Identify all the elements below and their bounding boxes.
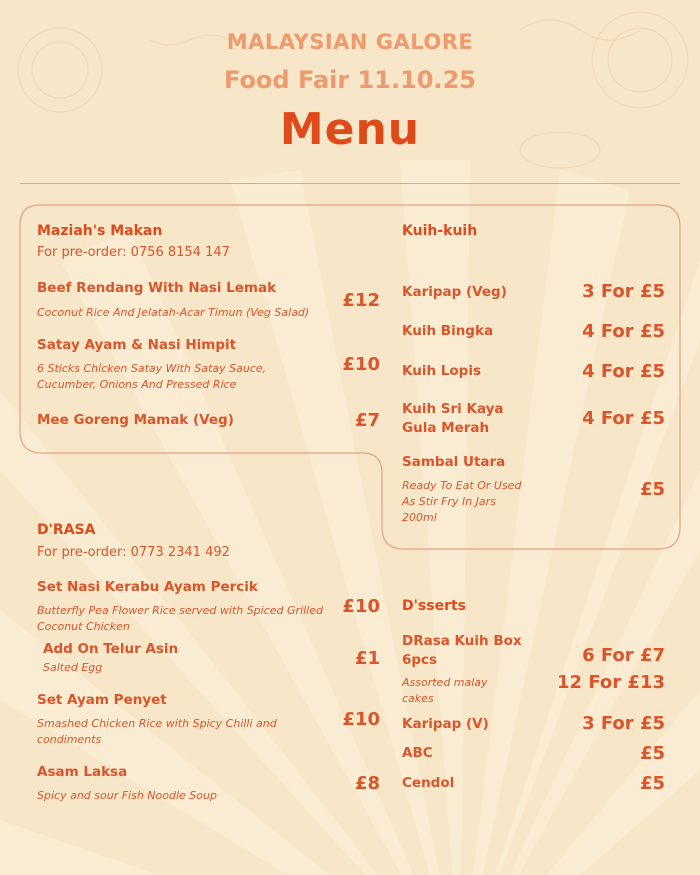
item-beef-rendang: Beef Rendang With Nasi Lemak <box>37 280 277 296</box>
item-ayam-penyet: Set Ayam Penyet <box>37 692 167 708</box>
item-cendol: Cendol <box>402 775 455 791</box>
item-sambal-utara-desc-1: Ready To Eat Or Used <box>402 479 522 492</box>
item-telur-asin: Add On Telur Asin <box>43 641 179 657</box>
item-karipap-v: Karipap (V) <box>402 716 489 732</box>
item-sambal-utara: Sambal Utara <box>402 454 506 470</box>
item-kuih-bingka: Kuih Bingka <box>402 323 494 339</box>
item-beef-rendang-desc: Coconut Rice And Jelatah-Acar Timun (Veg Salad) <box>37 306 310 319</box>
item-sambal-utara-desc-3: 200ml <box>402 511 437 524</box>
item-kuih-box: DRasa Kuih Box <box>402 633 522 649</box>
item-kuih-box-desc-1: Assorted malay <box>402 676 488 689</box>
section-title-maziahs-makan: Maziah's Makan <box>37 223 163 239</box>
item-kuih-box-desc-2: cakes <box>402 692 434 705</box>
item-nasi-kerabu: Set Nasi Kerabu Ayam Percik <box>37 579 258 595</box>
item-nasi-kerabu-price: £10 <box>342 596 380 617</box>
item-ayam-penyet-desc-2: condiments <box>37 733 102 746</box>
item-kuih-lopis-price: 4 For £5 <box>582 361 665 382</box>
item-sambal-utara-price: £5 <box>639 479 665 500</box>
item-telur-asin-price: £1 <box>354 648 380 669</box>
item-sambal-utara-desc-2: As Stir Fry In Jars <box>402 495 496 508</box>
item-karipap-v-price: 3 For £5 <box>582 713 665 734</box>
item-mee-goreng: Mee Goreng Mamak (Veg) <box>37 412 234 428</box>
item-kuih-box-line-2: 6pcs <box>402 652 438 668</box>
item-kuih-lopis: Kuih Lopis <box>402 363 481 379</box>
preorder-phone-maziah: For pre-order: 0756 8154 147 <box>37 245 230 260</box>
item-satay-ayam-desc-2: Cucumber, Onions And Pressed Rice <box>37 378 237 391</box>
item-abc-price: £5 <box>639 743 665 764</box>
item-kuih-box-price-2: 12 For £13 <box>557 672 665 693</box>
item-beef-rendang-price: £12 <box>342 290 380 311</box>
item-ayam-penyet-price: £10 <box>342 709 380 730</box>
item-kuih-bingka-price: 4 For £5 <box>582 321 665 342</box>
item-nasi-kerabu-desc-2: Coconut Chicken <box>37 620 130 633</box>
item-asam-laksa-price: £8 <box>354 773 380 794</box>
section-title-kuih-kuih: Kuih-kuih <box>402 223 478 239</box>
item-satay-ayam-price: £10 <box>342 354 380 375</box>
item-nasi-kerabu-desc-1: Butterfly Pea Flower Rice served with Spiced Grilled <box>37 604 323 617</box>
item-kuih-sri-kaya-price: 4 For £5 <box>582 408 665 429</box>
item-satay-ayam: Satay Ayam & Nasi Himpit <box>37 337 237 353</box>
item-karipap-veg: Karipap (Veg) <box>402 284 507 300</box>
item-asam-laksa-desc: Spicy and sour Fish Noodle Soup <box>37 789 217 802</box>
item-asam-laksa: Asam Laksa <box>37 764 128 780</box>
event-name: MALAYSIAN GALORE <box>226 30 474 54</box>
item-kuih-box-price-1: 6 For £7 <box>582 645 665 666</box>
item-ayam-penyet-desc-1: Smashed Chicken Rice with Spicy Chilli and <box>37 717 277 730</box>
section-title-desserts: D'sserts <box>402 598 466 614</box>
item-abc: ABC <box>402 745 433 761</box>
item-kuih-sri-kaya: Kuih Sri Kaya <box>402 401 504 417</box>
item-karipap-veg-price: 3 For £5 <box>582 281 665 302</box>
page-title: Menu <box>279 104 421 155</box>
item-mee-goreng-price: £7 <box>354 410 380 431</box>
item-kuih-sri-kaya-line-2: Gula Merah <box>402 420 490 436</box>
item-satay-ayam-desc-1: 6 Sticks Chicken Satay With Satay Sauce, <box>37 362 267 375</box>
item-telur-asin-desc: Salted Egg <box>43 661 103 674</box>
item-cendol-price: £5 <box>639 773 665 794</box>
event-date: Food Fair 11.10.25 <box>224 66 476 94</box>
preorder-phone-drasa: For pre-order: 0773 2341 492 <box>37 545 230 560</box>
section-title-drasa: D'RASA <box>37 522 96 538</box>
